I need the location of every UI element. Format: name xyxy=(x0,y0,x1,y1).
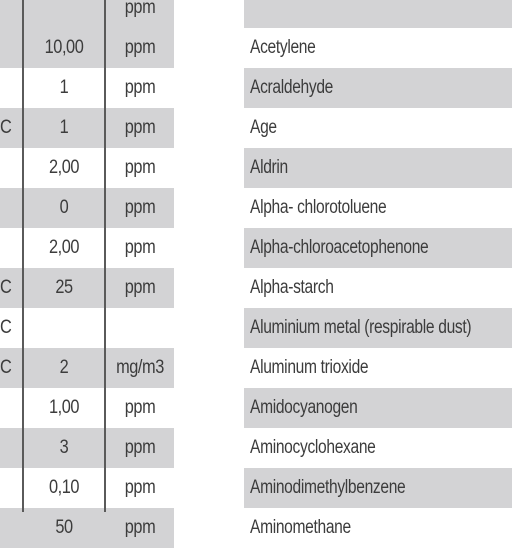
limit-value xyxy=(30,308,99,348)
list-item xyxy=(244,188,512,228)
substance-name: Alpha- chlorotoluene xyxy=(250,197,387,218)
substance-name: Acraldehyde xyxy=(250,77,334,98)
limit-unit xyxy=(111,308,169,348)
limit-unit: ppm xyxy=(124,237,156,258)
table-row xyxy=(0,388,174,428)
limit-unit: ppm xyxy=(124,0,156,18)
substance-name: Aminomethane xyxy=(250,517,351,538)
limit-unit: ppm xyxy=(124,117,156,138)
list-item xyxy=(244,28,512,68)
list-item xyxy=(244,348,512,388)
ceiling-flag: C xyxy=(0,117,12,138)
ceiling-flag xyxy=(0,508,17,548)
ceiling-flag xyxy=(0,428,17,468)
limit-unit: ppm xyxy=(124,277,156,298)
table-row xyxy=(0,148,174,188)
list-item xyxy=(244,428,512,468)
table-row xyxy=(0,308,174,348)
table-row xyxy=(0,348,174,388)
substance-name: Age xyxy=(250,117,277,138)
table-row xyxy=(0,0,174,28)
table-row xyxy=(0,108,174,148)
substance-name: Alpha-chloroacetophenone xyxy=(250,237,429,258)
list-item xyxy=(244,308,512,348)
substance-name: Alpha-starch xyxy=(250,277,334,298)
limit-value: 3 xyxy=(59,437,69,458)
limit-unit: ppm xyxy=(124,197,156,218)
ceiling-flag xyxy=(0,0,17,28)
ceiling-flag xyxy=(0,28,17,68)
table-divider-line xyxy=(22,0,24,512)
substance-name: Acetylene xyxy=(250,37,316,58)
table-row xyxy=(0,228,174,268)
ceiling-flag xyxy=(0,68,17,108)
limit-value: 1 xyxy=(59,77,69,98)
table-row xyxy=(0,68,174,108)
limit-value: 25 xyxy=(55,277,73,298)
table-row xyxy=(0,28,174,68)
limit-unit: ppm xyxy=(124,517,156,538)
substance-name: Aluminum trioxide xyxy=(250,357,369,378)
ceiling-flag: C xyxy=(0,317,12,338)
list-item xyxy=(244,108,512,148)
limit-value: 10,00 xyxy=(44,37,84,58)
table-row xyxy=(0,188,174,228)
limit-unit: ppm xyxy=(124,37,156,58)
substance-name: Amidocyanogen xyxy=(250,397,358,418)
list-item xyxy=(244,268,512,308)
limit-value: 1,00 xyxy=(48,397,80,418)
exposure-limits-table xyxy=(0,0,174,548)
substance-name: Aldrin xyxy=(250,157,288,178)
limit-value: 0 xyxy=(59,197,69,218)
table-row xyxy=(0,468,174,508)
table-divider-line xyxy=(104,0,106,512)
limit-value: 2 xyxy=(59,357,69,378)
table-row xyxy=(0,428,174,468)
list-item xyxy=(244,68,512,108)
limit-unit: ppm xyxy=(124,397,156,418)
limit-unit: ppm xyxy=(124,77,156,98)
list-item xyxy=(244,468,512,508)
limit-unit: ppm xyxy=(124,477,156,498)
limit-value: 2,00 xyxy=(48,157,80,178)
limit-unit: ppm xyxy=(124,157,156,178)
limit-value xyxy=(30,0,99,28)
ceiling-flag xyxy=(0,228,17,268)
list-item xyxy=(244,0,512,28)
ceiling-flag xyxy=(0,468,17,508)
ceiling-flag: C xyxy=(0,357,12,378)
list-item xyxy=(244,388,512,428)
limit-value: 0,10 xyxy=(48,477,80,498)
list-item xyxy=(244,508,512,548)
substance-name: Aminocyclohexane xyxy=(250,437,376,458)
substance-name: Aluminium metal (respirable dust) xyxy=(250,317,472,338)
limit-value: 1 xyxy=(59,117,69,138)
ceiling-flag: C xyxy=(0,277,12,298)
table-row xyxy=(0,508,174,548)
substance-name-list xyxy=(244,0,512,548)
ceiling-flag xyxy=(0,188,17,228)
ceiling-flag xyxy=(0,148,17,188)
table-row xyxy=(0,268,174,308)
limit-unit: ppm xyxy=(124,437,156,458)
ceiling-flag xyxy=(0,388,17,428)
substance-name: Aminodimethylbenzene xyxy=(250,477,406,498)
limit-value: 2,00 xyxy=(48,237,80,258)
list-item xyxy=(244,148,512,188)
limit-unit: mg/m3 xyxy=(116,357,164,378)
limit-value: 50 xyxy=(55,517,73,538)
list-item xyxy=(244,228,512,268)
